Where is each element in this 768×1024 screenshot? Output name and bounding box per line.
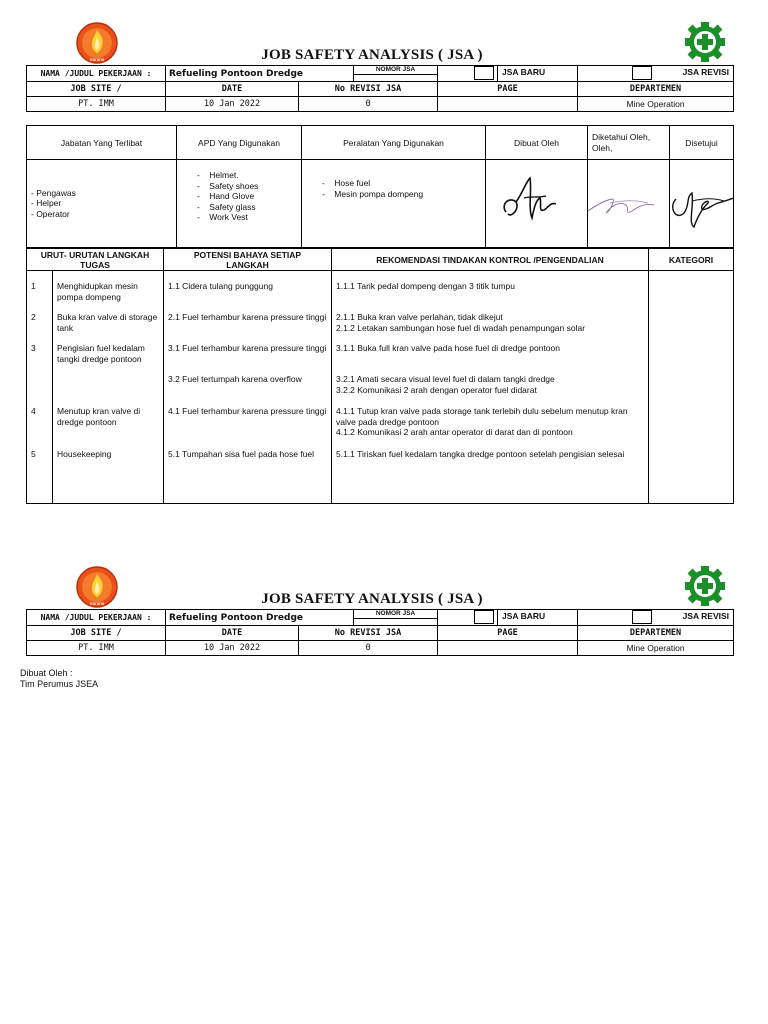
- peralatan-item: - Hose fuel: [322, 178, 371, 188]
- step-number: 2: [31, 312, 36, 322]
- step-column: [53, 271, 164, 504]
- step-number: 1: [31, 281, 36, 291]
- no-column: [27, 271, 53, 504]
- step-number: 5: [31, 449, 36, 459]
- logo-right-page2: [681, 564, 729, 608]
- footer-note: [20, 668, 220, 690]
- jabatan-header: Jabatan Yang Terlibat: [27, 126, 177, 160]
- hazard-text: 1.1 Cidera tulang punggung: [168, 281, 273, 291]
- date-label: DATE: [166, 626, 299, 641]
- control-text: 3.2.1 Amati secara visual level fuel di dalam tangki dredge 3.2.2 Komunikasi 2 arah dengan operator fuel didarat: [336, 374, 555, 395]
- nama-label: NAMA /JUDUL PEKERJAAN :: [27, 610, 166, 626]
- revisi-value: 0: [299, 641, 438, 656]
- jabatan-item: - Pengawas: [31, 187, 76, 198]
- potensi-header: POTENSI BAHAYA SETIAP LANGKAH: [164, 249, 332, 271]
- steps-table: [26, 248, 734, 504]
- job-site-value: PT. IMM: [27, 641, 166, 656]
- apd-item: - Safety glass: [197, 201, 256, 212]
- signature-icon: [486, 168, 586, 238]
- revisi-value: 0: [299, 97, 438, 112]
- step-text: Housekeeping: [57, 449, 112, 459]
- control-text: 1.1.1 Tarik pedal dompeng dengan 3 titik tumpu: [336, 281, 515, 291]
- info-table: [26, 125, 734, 248]
- apd-item: - Safety shoes: [197, 180, 259, 191]
- nomor-value[interactable]: [354, 75, 437, 81]
- job-site-label: JOB SITE /: [27, 626, 166, 641]
- jabatan-list: [27, 160, 177, 248]
- control-text: 2.1.1 Buka kran valve perlahan, tidak dikejut 2.1.2 Letakan sambungan hose fuel di wadah penampungan solar: [336, 312, 586, 333]
- page-value: [438, 97, 578, 112]
- departemen-value: Mine Operation: [578, 641, 734, 656]
- hazard-text: 2.1 Fuel terhambur karena pressure tinggi: [168, 312, 327, 322]
- kategori-header: KATEGORI: [649, 249, 734, 271]
- flame-logo-icon: [74, 566, 120, 608]
- safety-cross-gear-icon: [681, 564, 729, 608]
- header-table: [26, 65, 734, 112]
- page-title: JOB SAFETY ANALYSIS ( JSA ): [261, 47, 483, 63]
- job-site-value: PT. IMM: [27, 97, 166, 112]
- page-label: PAGE: [438, 82, 578, 97]
- peralatan-list: [302, 160, 486, 248]
- disetujui-header: Disetujui: [670, 126, 734, 160]
- jsa-baru-checkbox[interactable]: [474, 610, 494, 624]
- safety-cross-gear-icon: [681, 20, 729, 64]
- step-number: 3: [31, 343, 36, 353]
- apd-item: - Work Vest: [197, 212, 248, 222]
- signature-dibuat: [486, 160, 588, 248]
- jsa-baru-label: JSA BARU: [502, 611, 546, 621]
- step-number: 4: [31, 406, 36, 416]
- control-text: 3.1.1 Buka full kran valve pada hose fuel di dredge pontoon: [336, 343, 560, 353]
- jabatan-item: - Helper: [31, 198, 62, 209]
- logo-left: [74, 22, 120, 64]
- nama-value: Refueling Pontoon Dredge: [166, 610, 354, 626]
- job-site-label: JOB SITE /: [27, 82, 166, 97]
- peralatan-header: Peralatan Yang Digunakan: [302, 126, 486, 160]
- departemen-label: DEPARTEMEN: [578, 626, 734, 641]
- hazard-column: [164, 271, 332, 504]
- step-text: Buka kran valve di storage tank: [57, 312, 158, 333]
- page-label: PAGE: [438, 626, 578, 641]
- peralatan-item: - Mesin pompa dompeng: [322, 188, 424, 199]
- signatures-icon: [588, 163, 734, 243]
- apd-item: - Helmet.: [197, 170, 239, 180]
- date-value: 10 Jan 2022: [166, 97, 299, 112]
- departemen-label: DEPARTEMEN: [578, 82, 734, 97]
- jsa-revisi-checkbox[interactable]: [632, 66, 652, 80]
- control-text: 4.1.1 Tutup kran valve pada storage tank terlebih dulu sebelum menutup kran valve pada dredge pontoon 4.1.2 Komunikasi 2 arah antar operator di darat dan di pontoon: [336, 406, 628, 437]
- revisi-label: No REVISI JSA: [299, 82, 438, 97]
- jsa-revisi-label: JSA REVISI: [682, 67, 730, 77]
- header-table-2: [26, 609, 734, 656]
- jsa-baru-checkbox[interactable]: [474, 66, 494, 80]
- nomor-label: NOMOR JSA: [354, 610, 437, 619]
- logo-right: [681, 20, 729, 64]
- step-text: Pengisian fuel kedalam tangki dredge pontoon: [57, 343, 145, 364]
- signature-diketahui-disetujui: [588, 160, 734, 248]
- nomor-value[interactable]: [354, 619, 437, 625]
- jabatan-item: - Operator: [31, 208, 70, 219]
- diketahui-header: Diketahui Oleh, Oleh,: [588, 126, 670, 160]
- urutan-header: URUT- URUTAN LANGKAH TUGAS: [27, 249, 164, 271]
- step-text: Menghidupkan mesin pompa dompeng: [57, 281, 138, 302]
- flame-logo-icon: [74, 22, 120, 64]
- kategori-column: [649, 271, 734, 504]
- apd-list: [177, 160, 302, 248]
- control-column: [332, 271, 649, 504]
- date-value: 10 Jan 2022: [166, 641, 299, 656]
- step-text: Menutup kran valve di dredge pontoon: [57, 406, 141, 427]
- logo-text: Sarana: [89, 601, 105, 606]
- departemen-value: Mine Operation: [578, 97, 734, 112]
- hazard-text: 4.1 Fuel terhambur karena pressure tinggi: [168, 406, 327, 416]
- nama-value: Refueling Pontoon Dredge: [166, 66, 354, 82]
- apd-item: - Hand Glove: [197, 191, 255, 201]
- rekom-header: REKOMENDASI TINDAKAN KONTROL /PENGENDALIAN: [332, 249, 649, 271]
- date-label: DATE: [166, 82, 299, 97]
- nomor-label: NOMOR JSA: [354, 66, 437, 75]
- nama-label: NAMA /JUDUL PEKERJAAN :: [27, 66, 166, 82]
- dibuat-value: Tim Perumus JSEA: [20, 679, 99, 689]
- jsa-revisi-label: JSA REVISI: [682, 611, 730, 621]
- hazard-text: 5.1 Tumpahan sisa fuel pada hose fuel: [168, 449, 315, 459]
- page-value: [438, 641, 578, 656]
- apd-header: APD Yang Digunakan: [177, 126, 302, 160]
- jsa-baru-label: JSA BARU: [502, 67, 546, 77]
- hazard-text: 3.2 Fuel tertumpah karena overflow: [168, 374, 302, 384]
- control-text: 5.1.1 Tiriskan fuel kedalam tangka dredge pontoon setelah pengisian selesai: [336, 449, 625, 459]
- dibuat-header: Dibuat Oleh: [486, 126, 588, 160]
- logo-left-page2: [74, 566, 120, 608]
- logo-text: Sarana: [89, 57, 105, 62]
- hazard-text: 3.1 Fuel terhambur karena pressure tinggi: [168, 343, 327, 353]
- page-title-2: JOB SAFETY ANALYSIS ( JSA ): [261, 591, 483, 607]
- revisi-label: No REVISI JSA: [299, 626, 438, 641]
- dibuat-label: Dibuat Oleh :: [20, 668, 73, 678]
- jsa-revisi-checkbox[interactable]: [632, 610, 652, 624]
